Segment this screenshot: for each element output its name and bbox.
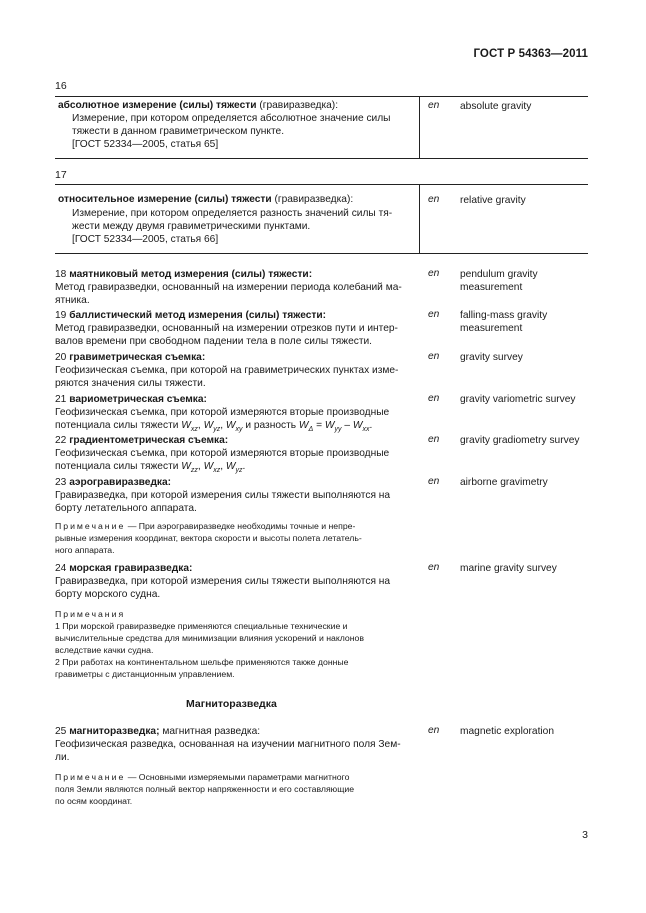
language-code: en xyxy=(428,562,440,573)
formula-variable: W xyxy=(181,420,191,431)
entry-20 xyxy=(55,351,415,390)
definition-line: Геофизическая разведка, основанная на изучении магнитного поля Зем- xyxy=(55,739,401,750)
note-line: ного аппарата. xyxy=(55,545,115,555)
term-qualifier: (гравиразведка): xyxy=(256,100,339,111)
english-line: falling-mass gravity xyxy=(460,310,548,321)
formula-variable: W xyxy=(203,420,214,431)
english-equivalent: gravity gradiometry survey xyxy=(460,435,580,446)
definition-line: Измерение, при котором определяется разность значений силы тя- xyxy=(72,208,393,219)
definition-line: [ГОСТ 52334—2005, статья 66] xyxy=(72,234,219,245)
note-line: рывные измерения координат, вектора скорости и высоты полета летатель- xyxy=(55,533,362,543)
definition-line: Геофизическая съемка, при которой измеряются вторые производные xyxy=(55,448,390,459)
formula-prefix: потенциала силы тяжести xyxy=(55,420,182,431)
entry-number: 20 xyxy=(55,352,67,363)
language-code: en xyxy=(428,100,440,111)
term-qualifier: (гравиразведка): xyxy=(271,194,354,205)
formula-subscript: xz xyxy=(213,467,221,475)
english-equivalent: marine gravity survey xyxy=(460,563,557,574)
term: маятниковый метод измерения (силы) тяжести: xyxy=(69,269,313,280)
english-equivalent: absolute gravity xyxy=(460,101,532,112)
formula-subscript: xx xyxy=(362,426,370,434)
note-line: по осям координат. xyxy=(55,796,133,806)
english-equivalent: airborne gravimetry xyxy=(460,477,548,488)
formula-subscript: yz xyxy=(235,467,243,475)
definition-line: Метод гравиразведки, основанный на измерении периода колебаний ма- xyxy=(55,282,402,293)
formula-line xyxy=(55,460,425,477)
english-equivalent xyxy=(460,268,538,294)
note-line: вследствие качки судна. xyxy=(55,645,154,655)
formula-subscript: yy xyxy=(334,426,342,434)
formula-subscript: xy xyxy=(235,426,243,434)
language-code: en xyxy=(428,194,440,205)
formula-variable: W xyxy=(225,461,236,472)
english-equivalent: gravity variometric survey xyxy=(460,394,576,405)
language-code: en xyxy=(428,725,440,736)
entry-21 xyxy=(55,393,425,436)
definition-line: ли. xyxy=(55,752,70,763)
entry-24 xyxy=(55,562,415,601)
formula-variable: W xyxy=(324,420,335,431)
term: вариометрическая съемка: xyxy=(69,394,207,405)
formula-prefix: потенциала силы тяжести xyxy=(55,461,182,472)
language-code: en xyxy=(428,309,440,320)
term: баллистический метод измерения (силы) тяжести: xyxy=(69,310,327,321)
notes-24 xyxy=(55,608,415,680)
english-equivalent xyxy=(460,309,547,335)
note-label: Примечание xyxy=(55,521,126,531)
note-label: Примечание xyxy=(55,772,126,782)
entry-19 xyxy=(55,309,415,348)
term: абсолютное измерение (силы) тяжести xyxy=(58,100,257,111)
entry-number: 21 xyxy=(55,394,67,405)
definition-line: Гравиразведка, при которой измерения силы тяжести выполняются на xyxy=(55,490,391,501)
note-line: вычислительные средства для минимизации влияния ускорений и наклонов xyxy=(55,633,364,643)
definition-line: борту летательного аппарата. xyxy=(55,503,197,514)
note-text: — Основными измеряемыми параметрами магнитного xyxy=(125,772,350,782)
box-divider xyxy=(419,184,420,253)
definition-line: валов времени при свободном падении тела в поле силы тяжести. xyxy=(55,336,373,347)
formula-variable: W xyxy=(181,461,191,472)
language-code: en xyxy=(428,476,440,487)
formula-variable: W xyxy=(225,420,236,431)
definition-line: [ГОСТ 52334—2005, статья 65] xyxy=(72,139,219,150)
formula-variable: W xyxy=(298,420,309,431)
entry-number: 23 xyxy=(55,477,67,488)
entry-term-line xyxy=(58,99,418,112)
entry-definition xyxy=(72,207,417,246)
section-title: Магниторазведка xyxy=(186,698,277,710)
entry-25 xyxy=(55,725,415,764)
formula: $W_{zz}$, $W_{xz}$, $W_{yz}$. xyxy=(181,461,246,475)
term: градиентометрическая съемка: xyxy=(69,435,229,446)
definition-line: ятника. xyxy=(55,295,90,306)
english-line: pendulum gravity xyxy=(460,269,538,280)
definition-line: жести между двумя гравиметрическими пунктами. xyxy=(72,221,311,232)
note-line: 1 При морской гравиразведке применяются специальные технические и xyxy=(55,621,348,631)
formula-variable: W xyxy=(352,420,363,431)
language-code: en xyxy=(428,434,440,445)
entry-18 xyxy=(55,268,415,307)
entry-number: 25 xyxy=(55,726,67,737)
note-text: — При аэрогравиразведке необходимы точные и непре- xyxy=(125,521,356,531)
entry-number: 17 xyxy=(55,169,67,181)
entry-number: 19 xyxy=(55,310,67,321)
term: магниторазведка; xyxy=(69,726,160,737)
entry-number: 16 xyxy=(55,80,67,92)
definition-line: Гравиразведка, при которой измерения силы тяжести выполняются на xyxy=(55,576,391,587)
definition-line: борту морского судна. xyxy=(55,589,161,600)
entry-23 xyxy=(55,476,415,515)
note-line: 2 При работах на континентальном шельфе применяются также донные xyxy=(55,657,349,667)
note-23 xyxy=(55,520,415,556)
entry-22 xyxy=(55,434,425,477)
formula-subscript: xz xyxy=(190,426,198,434)
language-code: en xyxy=(428,268,440,279)
page-number: 3 xyxy=(582,829,588,841)
definition-line: ряются значения силы тяжести. xyxy=(55,378,206,389)
entry-term-line xyxy=(58,193,418,206)
english-line: measurement xyxy=(460,282,523,293)
entry-number: 24 xyxy=(55,563,67,574)
synonym: магнитная разведка: xyxy=(159,726,261,737)
note-line: поля Земли являются полный вектор напряженности и его составляющие xyxy=(55,784,355,794)
definition-line: Метод гравиразведки, основанный на измерении отрезков пути и интер- xyxy=(55,323,398,334)
definition-line: Измерение, при котором определяется абсолютное значение силы xyxy=(72,113,391,124)
english-equivalent: magnetic exploration xyxy=(460,726,555,737)
term: морская гравиразведка: xyxy=(69,563,193,574)
note-line: гравиметры с дистанционным управлением. xyxy=(55,669,235,679)
term: гравиметрическая съемка: xyxy=(69,352,206,363)
formula-subscript: Δ xyxy=(308,426,314,434)
definition-line: Геофизическая съемка, при которой измеряются вторые производные xyxy=(55,407,390,418)
language-code: en xyxy=(428,351,440,362)
formula-subscript: yz xyxy=(213,426,221,434)
document-id: ГОСТ Р 54363—2011 xyxy=(473,48,588,60)
formula-variable: W xyxy=(203,461,214,472)
english-equivalent: relative gravity xyxy=(460,195,526,206)
formula: $W_{xz}$, $W_{yz}$, $W_{xy}$ и разность $W_\Delta = W_{yy} - W_{xx}$. xyxy=(181,420,373,434)
term: относительное измерение (силы) тяжести xyxy=(58,194,272,205)
formula-subscript: zz xyxy=(190,467,198,475)
english-line: measurement xyxy=(460,323,523,334)
language-code: en xyxy=(428,393,440,404)
definition-line: тяжести в данном гравиметрическом пункте. xyxy=(72,126,285,137)
entry-number: 22 xyxy=(55,435,67,446)
term: аэрогравиразведка: xyxy=(69,477,172,488)
notes-label: Примечания xyxy=(55,609,126,619)
definition-line: Геофизическая съемка, при которой на гравиметрических пунктах изме- xyxy=(55,365,399,376)
note-25 xyxy=(55,771,415,807)
english-equivalent: gravity survey xyxy=(460,352,523,363)
box-divider xyxy=(419,96,420,158)
entry-definition xyxy=(72,112,417,151)
entry-number: 18 xyxy=(55,269,67,280)
